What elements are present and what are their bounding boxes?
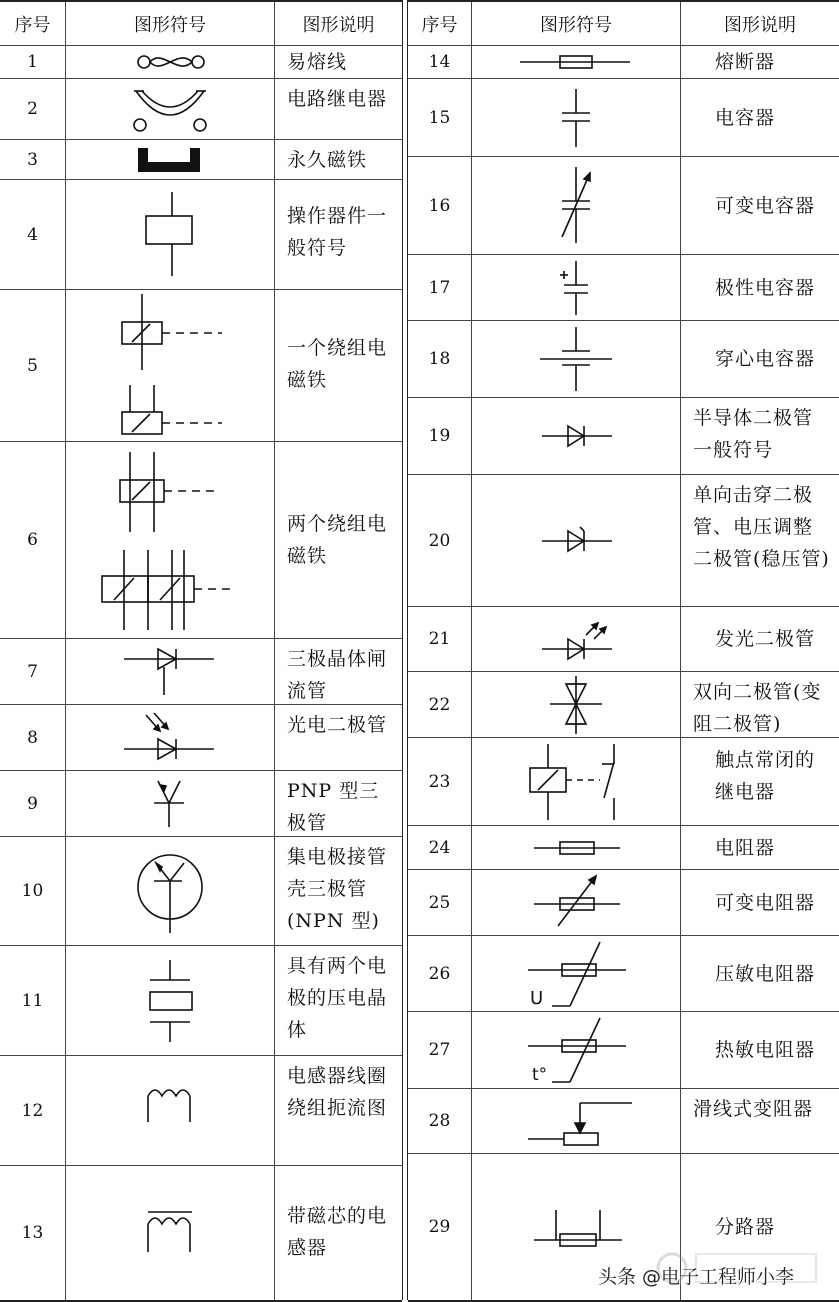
row-num: 11 [0, 946, 66, 1055]
header-desc: 图形说明 [302, 14, 375, 36]
table-row [408, 157, 839, 255]
header-row [0, 2, 402, 46]
row-num: 25 [408, 870, 472, 935]
nc-relay-icon [472, 738, 681, 825]
row-num: 26 [408, 936, 472, 1011]
header-row [408, 2, 839, 46]
table-row [0, 442, 402, 639]
row-num: 7 [0, 639, 66, 704]
pnp-transistor-icon [66, 771, 275, 836]
row-desc: 熔断器 [715, 51, 776, 73]
row-num: 20 [408, 475, 472, 606]
row-num: 21 [408, 607, 472, 671]
piezo-crystal-icon [66, 946, 275, 1055]
inductor-icon [66, 1056, 275, 1165]
row-num: 29 [408, 1154, 472, 1300]
polarized-capacitor-icon [472, 255, 681, 320]
fuse-icon [472, 46, 681, 78]
table-row [0, 705, 402, 771]
row-num: 2 [0, 79, 66, 139]
watermark-text: 头条 @电子工程师小李 [598, 1266, 795, 1288]
header-num: 序号 [0, 2, 66, 45]
row-desc: 电容器 [715, 106, 776, 129]
fusible-link-icon [66, 46, 275, 78]
varistor-icon [472, 936, 681, 1011]
variable-resistor-icon [472, 870, 681, 935]
row-num: 15 [408, 79, 472, 156]
row-num: 9 [0, 771, 66, 836]
row-num: 6 [0, 442, 66, 638]
table-row [408, 255, 839, 321]
row-desc: 双向二极管(变阻二极管) [693, 681, 822, 735]
row-num: 22 [408, 672, 472, 737]
row-num: 8 [0, 705, 66, 770]
permanent-magnet-icon [66, 140, 275, 179]
cored-inductor-icon [66, 1166, 275, 1300]
row-desc: PNP 型三极管 [287, 780, 380, 834]
photodiode-icon [66, 705, 275, 770]
row-desc: 光电二极管 [287, 714, 388, 736]
row-desc: 操作器件一般符号 [287, 205, 388, 259]
row-num: 23 [408, 738, 472, 825]
row-desc: 半导体二极管一般符号 [693, 407, 814, 461]
table-row [0, 639, 402, 705]
row-desc: 单向击穿二极管、电压调整二极管(稳压管) [693, 484, 830, 570]
varistor-label: U [530, 988, 544, 1009]
led-icon [472, 607, 681, 671]
symbol-table-right [408, 0, 839, 1302]
table-row [0, 46, 402, 79]
table-row [408, 79, 839, 157]
table-row [0, 290, 402, 442]
row-desc: 带磁芯的电感器 [287, 1205, 388, 1259]
row-num: 24 [408, 826, 472, 869]
table-row [0, 1056, 402, 1166]
row-num: 1 [0, 46, 66, 78]
row-desc: 永久磁铁 [287, 148, 368, 171]
row-desc: 可变电容器 [715, 194, 816, 217]
row-num: 10 [0, 837, 66, 945]
table-row [0, 837, 402, 946]
table-row [408, 936, 839, 1012]
row-desc: 滑线式变阻器 [693, 1098, 814, 1120]
table-row [408, 321, 839, 398]
row-num: 14 [408, 46, 472, 78]
table-row [408, 398, 839, 475]
row-desc: 三极晶体闸流管 [287, 648, 388, 702]
table-row [408, 826, 839, 870]
row-num: 17 [408, 255, 472, 320]
zener-diode-icon [472, 475, 681, 606]
row-num: 28 [408, 1089, 472, 1153]
row-desc: 易熔线 [287, 51, 348, 73]
thermistor-label: t° [532, 1065, 548, 1085]
row-desc: 集电极接管壳三极管(NPN 型) [287, 846, 388, 932]
row-num: 3 [0, 140, 66, 179]
table-row [408, 46, 839, 79]
table-row [408, 1089, 839, 1154]
table-row [408, 475, 839, 607]
capacitor-icon [472, 79, 681, 156]
row-desc: 电阻器 [715, 836, 776, 859]
diode-icon [472, 398, 681, 474]
table-row [0, 946, 402, 1056]
thermistor-icon [472, 1012, 681, 1088]
row-desc: 电感器线圈绕组扼流图 [287, 1065, 388, 1119]
row-desc: 触点常闭的继电器 [715, 749, 816, 803]
row-desc: 穿心电容器 [715, 348, 816, 370]
npn-transistor-case-icon [66, 837, 275, 945]
row-desc: 发光二极管 [715, 628, 816, 650]
row-num: 16 [408, 157, 472, 254]
row-num: 18 [408, 321, 472, 397]
table-row [408, 738, 839, 826]
table-row [0, 1166, 402, 1300]
bidirectional-diode-icon [472, 672, 681, 737]
circuit-relay-icon [66, 79, 275, 139]
row-desc: 可变电阻器 [715, 891, 816, 914]
double-winding-electromagnet-icon [66, 442, 275, 638]
header-symbol: 图形符号 [472, 2, 681, 45]
row-desc: 具有两个电极的压电晶体 [287, 955, 388, 1041]
slide-rheostat-icon [472, 1089, 681, 1153]
row-num: 13 [0, 1166, 66, 1300]
header-desc: 图形说明 [724, 14, 796, 36]
row-desc: 一个绕组电磁铁 [287, 337, 388, 391]
table-row [0, 140, 402, 180]
variable-capacitor-icon [472, 157, 681, 254]
row-desc: 分路器 [715, 1216, 776, 1238]
table-row [408, 607, 839, 672]
symbol-table-left [0, 0, 402, 1302]
row-desc: 热敏电阻器 [715, 1039, 816, 1061]
resistor-icon [472, 826, 681, 869]
row-num: 4 [0, 180, 66, 289]
row-desc: 极性电容器 [715, 276, 816, 299]
row-num: 12 [0, 1056, 66, 1165]
row-num: 5 [0, 290, 66, 441]
feedthrough-capacitor-icon [472, 321, 681, 397]
row-num: 19 [408, 398, 472, 474]
table-row [0, 79, 402, 140]
table-row [0, 180, 402, 290]
table-row [408, 672, 839, 738]
table-row [0, 771, 402, 837]
header-num: 序号 [408, 2, 472, 45]
header-symbol: 图形符号 [66, 2, 275, 45]
operating-device-icon [66, 180, 275, 289]
row-desc: 压敏电阻器 [715, 962, 816, 985]
row-num: 27 [408, 1012, 472, 1088]
table-row [408, 870, 839, 936]
thyristor-icon [66, 639, 275, 704]
row-desc: 电路继电器 [287, 88, 388, 110]
table-row [408, 1012, 839, 1089]
row-desc: 两个绕组电磁铁 [287, 513, 388, 567]
single-winding-electromagnet-icon [66, 290, 275, 441]
